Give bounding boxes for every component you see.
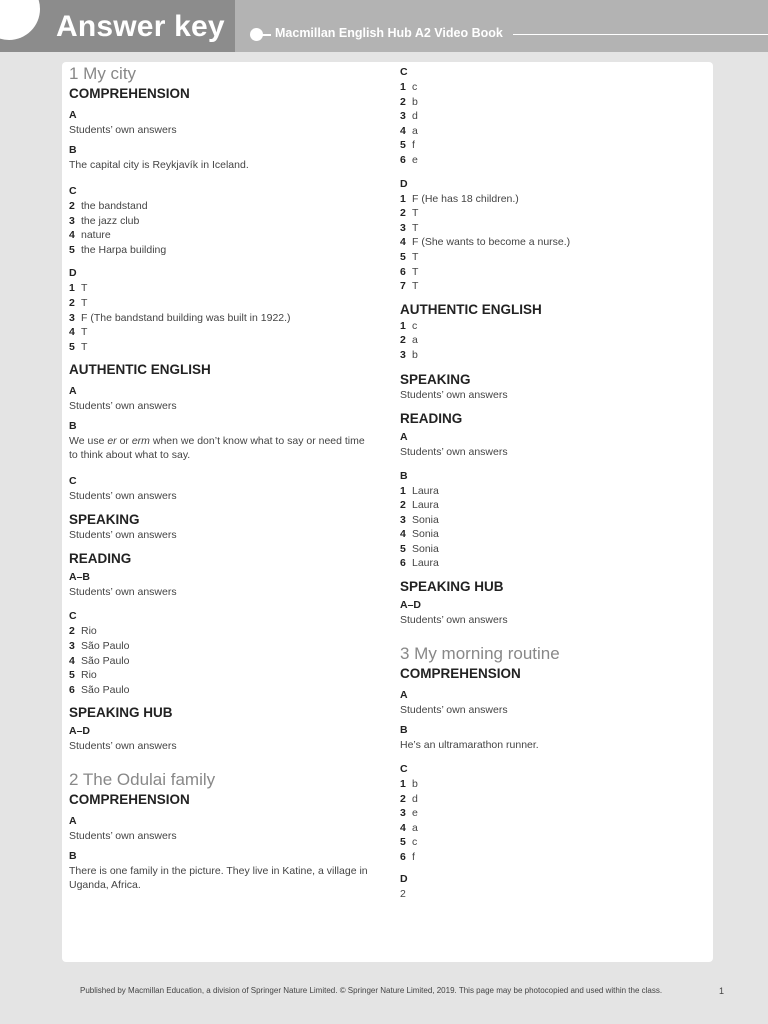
answer-text: 2 <box>400 887 406 900</box>
list-item: 4 T <box>69 326 88 339</box>
list-item: 1 T <box>69 282 88 295</box>
question-label: B <box>69 420 77 433</box>
list-item: 3 São Paulo <box>69 639 130 652</box>
question-label: C <box>69 610 77 623</box>
header-rule <box>513 34 768 35</box>
list-item: 5 the Harpa building <box>69 243 167 256</box>
list-item: 2 the bandstand <box>69 200 148 212</box>
page-title: Answer key <box>56 10 225 43</box>
page-number: 1 <box>719 986 725 996</box>
list-item: 4 F (She wants to become a nurse.) <box>400 236 571 249</box>
section-reading: READING <box>69 551 132 567</box>
section-reading: READING <box>400 410 463 426</box>
question-label: A <box>400 689 408 702</box>
question-label: C <box>69 185 77 197</box>
answer-list <box>400 319 700 363</box>
question-label: A <box>400 430 408 443</box>
question-label: D <box>400 872 408 885</box>
list-item: 2 T <box>69 296 88 309</box>
unit-1-title: 1 My city <box>69 64 137 83</box>
question-label: B <box>400 469 408 482</box>
answer-text: We use er or erm when we don’t know what to say or need time to think about what to say. <box>69 435 365 462</box>
question-label: A–B <box>69 571 91 584</box>
list-item: 4 a <box>400 821 418 834</box>
answer-text: He’s an ultramarathon runner. <box>400 739 539 752</box>
question-label: C <box>400 66 408 78</box>
section-comprehension: COMPREHENSION <box>400 666 521 682</box>
section-speaking-hub: SPEAKING HUB <box>69 705 173 721</box>
list-item: 5 Rio <box>69 669 97 682</box>
list-item: 3 e <box>400 807 418 820</box>
section-speaking: SPEAKING <box>400 371 471 387</box>
list-item: 4 Sonia <box>400 528 439 541</box>
answer-text: Students’ own answers <box>69 490 177 503</box>
question-label: A–D <box>69 725 91 738</box>
list-item: 6 f <box>400 851 415 864</box>
answer-text: The capital city is Reykjavík in Iceland. <box>69 159 249 171</box>
list-item: 5 c <box>400 836 418 849</box>
answer-list <box>400 192 700 294</box>
header-bar <box>0 0 768 52</box>
list-item: 4 São Paulo <box>69 654 130 667</box>
answer-list <box>69 199 369 257</box>
list-item: 7 T <box>400 280 419 293</box>
footer-copyright: Published by Macmillan Education, a division of Springer Nature Limited. © Springer Nature Limited, 2019. This page may be photocopied and used within the class. <box>80 986 663 995</box>
answer-text: Students’ own answers <box>400 614 508 627</box>
bullet-dash <box>262 34 271 36</box>
section-speaking-hub: SPEAKING HUB <box>400 579 504 595</box>
list-item: 3 b <box>400 348 418 361</box>
answer-text: Students’ own answers <box>69 740 177 753</box>
list-item: 3 d <box>400 110 418 123</box>
answer-text: Students’ own answers <box>69 830 177 843</box>
list-item: 3 the jazz club <box>69 214 140 227</box>
list-item: 1 c <box>400 319 418 332</box>
section-comprehension: COMPREHENSION <box>69 792 190 808</box>
answer-list <box>400 484 700 572</box>
section-comprehension: COMPREHENSION <box>69 86 190 101</box>
answer-text: Students’ own answers <box>400 445 508 458</box>
answer-list <box>69 281 369 354</box>
question-label: A <box>69 385 77 398</box>
list-item: 5 f <box>400 139 415 152</box>
answer-text: Students’ own answers <box>69 400 177 413</box>
list-item: 6 e <box>400 153 418 166</box>
list-item: 2 Laura <box>400 499 439 512</box>
list-item: 3 Sonia <box>400 513 439 526</box>
list-item: 4 a <box>400 124 418 137</box>
list-item: 5 T <box>69 340 88 353</box>
question-label: D <box>400 177 408 190</box>
section-speaking: SPEAKING <box>69 512 140 528</box>
question-label: A–D <box>400 599 422 612</box>
column-left <box>69 64 369 892</box>
list-item: 1 F (He has 18 children.) <box>400 192 519 205</box>
question-label: C <box>400 763 408 776</box>
answer-text: There is one family in the picture. They live in Katine, a village in Uganda, Africa. <box>69 865 368 892</box>
unit-3-title: 3 My morning routine <box>400 644 560 664</box>
answer-list <box>400 80 700 168</box>
list-item: 6 Laura <box>400 557 439 570</box>
list-item: 6 São Paulo <box>69 683 130 696</box>
list-item: 1 c <box>400 81 418 93</box>
list-item: 3 T <box>400 221 419 234</box>
question-label: D <box>69 267 77 280</box>
list-item: 3 F (The bandstand building was built in 1922.) <box>69 311 291 324</box>
question-label: A <box>69 109 77 121</box>
list-item: 2 a <box>400 334 418 347</box>
answer-list <box>400 777 700 865</box>
section-authentic-english: AUTHENTIC ENGLISH <box>69 362 211 378</box>
answer-text: Students’ own answers <box>400 388 508 401</box>
list-item: 2 d <box>400 792 418 805</box>
list-item: 2 Rio <box>69 625 97 638</box>
list-item: 2 T <box>400 207 419 220</box>
list-item: 1 b <box>400 778 418 791</box>
question-label: C <box>69 475 77 488</box>
list-item: 6 T <box>400 265 419 278</box>
list-item: 1 Laura <box>400 484 439 497</box>
answer-text: Students’ own answers <box>400 704 508 717</box>
list-item: 5 T <box>400 250 419 263</box>
section-authentic-english: AUTHENTIC ENGLISH <box>400 301 542 317</box>
book-title: Macmillan English Hub A2 Video Book <box>275 26 503 40</box>
question-label: B <box>69 144 77 156</box>
question-label: B <box>69 850 77 863</box>
answer-list <box>69 624 369 697</box>
answer-text: Students’ own answers <box>69 124 177 136</box>
list-item: 2 b <box>400 95 418 108</box>
answer-text: Students’ own answers <box>69 586 177 599</box>
list-item: 4 nature <box>69 229 111 242</box>
question-label: B <box>400 724 408 737</box>
list-item: 5 Sonia <box>400 542 439 555</box>
column-right <box>400 66 700 901</box>
question-label: A <box>69 815 77 828</box>
answer-text: Students’ own answers <box>69 529 177 542</box>
unit-2-title: 2 The Odulai family <box>69 770 216 790</box>
